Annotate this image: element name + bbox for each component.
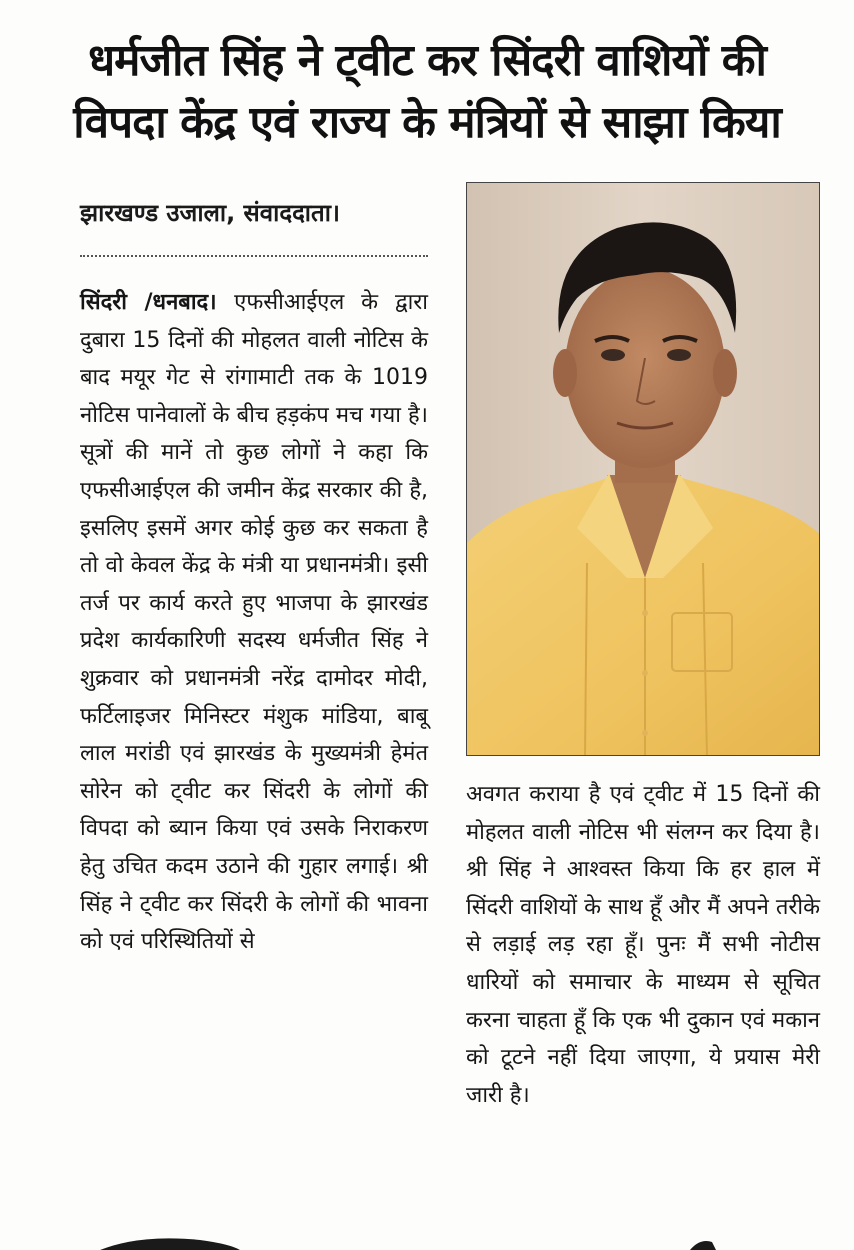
portrait-photo [466, 182, 820, 756]
byline: झारखण्ड उजाला, संवाददाता। [80, 199, 341, 227]
dateline: सिंदरी /धनबाद। [80, 290, 235, 315]
article-body-left: एफसीआईएल के द्वारा दुबारा 15 दिनों की मोहलत वाली नोटिस के बाद मयूर गेट से रांगामाटी तक के 1019 नोटिस पानेवालों के बीच हड़कंप मच गया है। सूत्रों की मानें तो कुछ लोगों ने कहा कि एफसीआईएल की जमीन केंद्र सरकार की है, इसलिए इसमें अगर कोई कुछ कर सकता है तो वो केवल केंद्र के मंत्री या प्रधानमंत्री। इसी तर्ज पर कार्य करते हुए भाजपा के झारखंड प्रदेश कार्यकारिणी सदस्य धर्मजीत सिंह ने शुक्रवार को प्रधानमंत्री नरेंद्र दामोदर मोदी, फर्टिलाइजर मिनिस्टर मंशुक मांडिया, बाबू लाल मरांडी एवं झारखंड के मुख्यमंत्री हेमंत सोरेन को ट्वीट कर सिंदरी के लोगों की विपदा को ब्यान किया एवं उसके निराकरण हेतु उचित कदम उठाने की गुहार लगाई। श्री सिंह ने ट्वीट कर सिंदरी के लोगों की भावना को एवं परिस्थितियों से [80, 290, 429, 955]
headline-line-1: धर्मजीत सिंह ने ट्वीट कर सिंदरी वाशियों की [88, 35, 766, 86]
headline [20, 30, 834, 154]
article-column-left [80, 284, 428, 961]
dotted-divider [80, 255, 428, 257]
article-column-right: अवगत कराया है एवं ट्वीट में 15 दिनों की मोहलत वाली नोटिस भी संलग्न कर दिया है। श्री सिंह ने आश्वस्त किया कि हर हाल में सिंदरी वाशियों के साथ हूँ और मैं अपने तरीके से लड़ाई लड़ रहा हूँ। पुनः मैं सभी नोटीस धारियों को समाचार के माध्यम से सूचित करना चाहता हूँ कि एक भी दुकान एवं मकान को टूटने नहीं दिया जाएगा, ये प्रयास मेरी जारी है। [466, 782, 820, 1108]
next-article-edge [0, 1232, 854, 1250]
headline-line-2: विपदा केंद्र एवं राज्य के मंत्रियों से साझा किया [73, 97, 781, 148]
portrait-illustration [467, 183, 820, 756]
